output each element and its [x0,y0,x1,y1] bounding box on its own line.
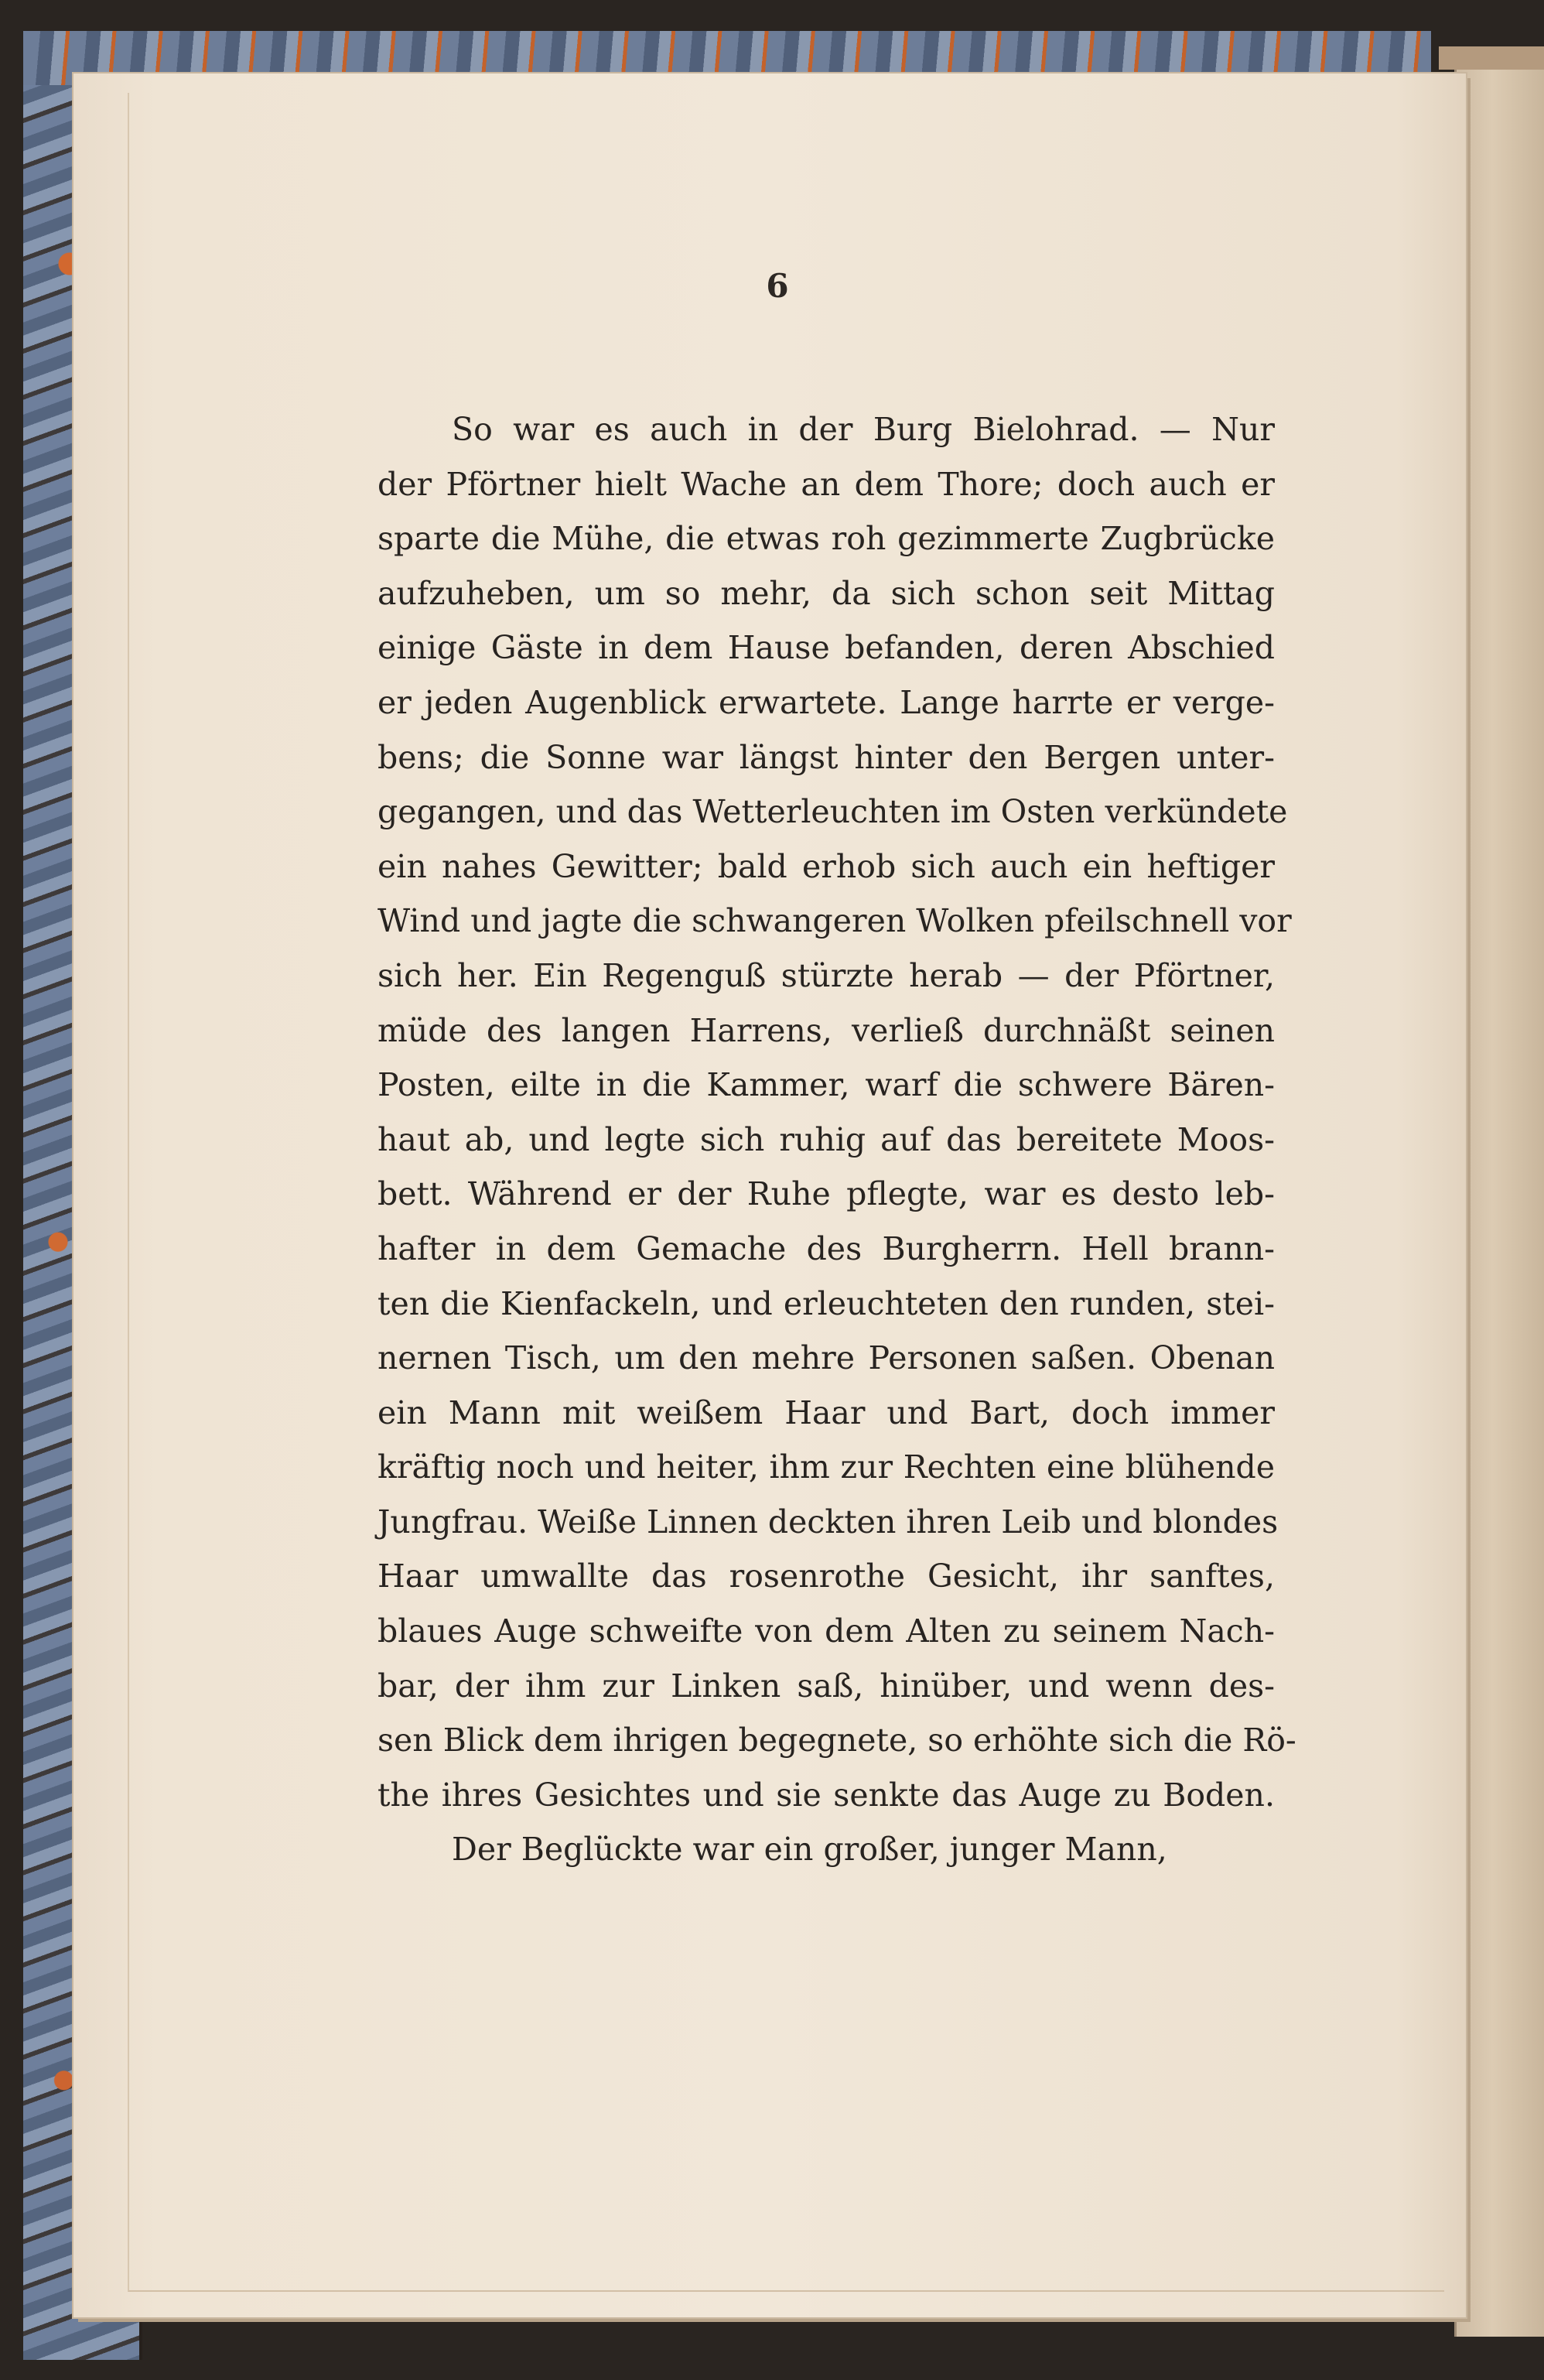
text-line: ein nahes Gewitter; bald erhob sich auch ein heftiger [377,847,1275,885]
text-line: der Pförtner hielt Wache an dem Thore; doch auch er [377,465,1275,503]
text-line: Posten, eilte in die Kammer, warf die schwere Bären- [377,1066,1275,1104]
text-line: the ihres Gesichtes und sie senkte das Auge zu Boden. [377,1776,1275,1814]
text-line: ten die Kienfackeln, und erleuchteten den runden, stei- [377,1284,1275,1322]
text-line: Jungfrau. Weiße Linnen deckten ihren Leib und blondes [377,1503,1279,1541]
text-line: Wind und jagte die schwangeren Wolken pfeilschnell vor [377,902,1292,940]
text-line: bett. Während er der Ruhe pflegte, war es desto leb- [377,1175,1275,1213]
body-text [377,402,1296,1877]
facing-page-top [1439,46,1544,70]
text-line: kräftig noch und heiter, ihm zur Rechten eine blühende [377,1448,1275,1486]
text-line: So war es auch in der Burg Bielohrad. — Nur [452,411,1275,448]
text-line: nernen Tisch, um den mehre Personen saßen. Obenan [377,1339,1275,1377]
text-line: ein Mann mit weißem Haar und Bart, doch immer [377,1393,1275,1431]
text-line: hafter in dem Gemache des Burgherrn. Hell brann- [377,1229,1275,1267]
text-line: er jeden Augenblick erwartete. Lange harrte er verge- [377,683,1275,721]
text-line: sich her. Ein Regenguß stürzte herab — der Pförtner, [377,956,1275,994]
text-line: haut ab, und legte sich ruhig auf das bereitete Moos- [377,1120,1275,1158]
facing-page-edge [1454,46,1544,2337]
text-line: sparte die Mühe, die etwas roh gezimmerte Zugbrücke [377,520,1275,558]
text-line: gegangen, und das Wetterleuchten im Osten verkündete [377,793,1288,831]
page-number: 6 [766,267,789,305]
text-line: müde des langen Harrens, verließ durchnäßt seinen [377,1011,1275,1049]
text-line: bens; die Sonne war längst hinter den Bergen unter- [377,738,1275,776]
text-line: Haar umwallte das rosenrothe Gesicht, ihr sanftes, [377,1558,1275,1595]
text-line: blaues Auge schweifte von dem Alten zu seinem Nach- [377,1612,1275,1650]
text-line: bar, der ihm zur Linken saß, hinüber, und wenn des- [377,1667,1275,1705]
text-line: sen Blick dem ihrigen begegnete, so erhöhte sich die Rö- [377,1722,1296,1759]
text-line: einige Gäste in dem Hause befanden, deren Abschied [377,629,1275,667]
text-line: Der Beglückte war ein großer, junger Mann, [452,1831,1167,1869]
text-line: aufzuheben, um so mehr, da sich schon seit Mittag [377,574,1275,612]
